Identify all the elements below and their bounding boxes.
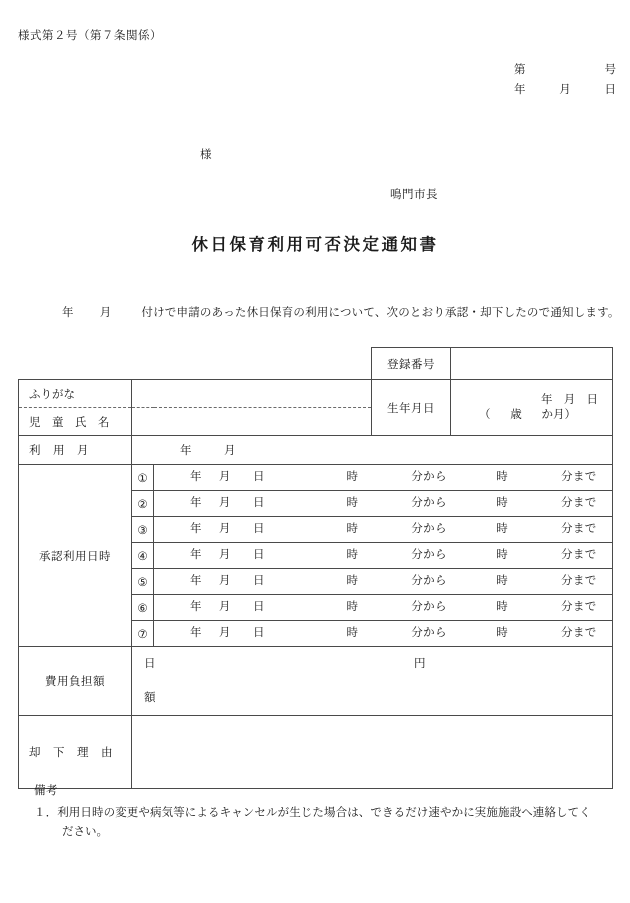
notes-section [34,782,624,842]
datetime-row-number: ① [132,465,154,491]
fee-inner [132,647,612,715]
datetime-row-value[interactable] [154,517,613,543]
datetime-hour-to: 時 [496,575,509,587]
child-name-label-text [19,414,131,430]
birthdate-month: 月 [563,393,576,406]
fee-label: 費用負担額 [19,647,132,716]
child-name-label [19,408,132,436]
document-meta [500,60,620,100]
table-row-furigana [19,380,613,408]
datetime-fields [154,465,612,490]
usage-month-label-chars: 利 用 月 [29,445,89,457]
datetime-year: 年 [190,497,202,509]
document-number-unit: 号 [604,64,616,76]
registration-number-value[interactable] [451,348,613,380]
datetime-year: 年 [190,627,202,639]
document-number-label: 第 [514,64,526,76]
datetime-hour-from: 時 [346,549,359,561]
body-sentence: 付けで申請のあった休日保育の利用について、次のとおり承認・却下したので通知します。 [141,307,620,319]
datetime-hour-from: 時 [346,523,359,535]
datetime-minute-to: 分まで [560,601,597,613]
datetime-month: 月 [218,601,231,613]
datetime-hour-to: 時 [496,601,509,613]
table-row-usage-month [19,436,613,465]
datetime-row-value[interactable] [154,465,613,491]
datetime-day: 日 [252,601,265,613]
form-code: 様式第２号（第７条関係） [18,30,162,42]
datetime-day: 日 [252,549,265,561]
furigana-label-chars: ふりがな [29,388,75,401]
datetime-year: 年 [190,471,202,483]
furigana-label-text [19,386,131,402]
datetime-minute-from: 分から [411,497,447,509]
datetime-minute-to: 分まで [560,627,597,639]
body-lead-year: 年 [62,307,74,319]
birthdate-year: 年 [541,393,553,406]
datetime-fields [154,491,612,516]
furigana-value[interactable] [132,380,372,408]
document-date-year: 年 [514,84,526,96]
document-date-day: 日 [604,84,616,96]
body-lead-month: 月 [99,307,112,319]
approved-datetime-label: 承認利用日時 [19,465,132,647]
datetime-minute-from: 分から [411,627,447,639]
child-name-label-chars: 児 童 氏 名 [29,416,110,429]
datetime-hour-from: 時 [346,497,359,509]
datetime-hour-from: 時 [346,471,359,483]
datetime-day: 日 [252,575,265,587]
birthdate-value[interactable] [451,380,613,436]
datetime-row-value[interactable] [154,491,613,517]
usage-month-value[interactable] [132,436,613,465]
table-row-registration [19,348,613,380]
fee-value[interactable] [132,647,613,716]
datetime-fields [154,543,612,568]
table-row-fee [19,647,613,716]
datetime-year: 年 [190,549,202,561]
datetime-fields [154,595,612,620]
notes-item-1-line-1: １．利用日時の変更や病気等によるキャンセルが生じた場合は、できるだけ速やかに実施施設へ連絡してく [34,807,591,819]
fee-amount-value [158,647,414,715]
datetime-hour-to: 時 [496,471,509,483]
datetime-day: 日 [252,523,265,535]
reject-reason-label-chars: 却 下 理 由 [29,747,113,759]
datetime-day: 日 [252,497,265,509]
notes-heading: 備考 [34,785,58,797]
table-row-reject-reason [19,716,613,789]
datetime-year: 年 [190,523,202,535]
datetime-hour-to: 時 [496,627,509,639]
decision-table [18,347,612,789]
fee-daily-label: 日 額 [144,658,167,704]
datetime-row-number: ③ [132,517,154,543]
datetime-month: 月 [218,497,231,509]
birthdate-line-ymd [451,393,612,408]
datetime-minute-from: 分から [411,549,447,561]
datetime-day: 日 [252,627,265,639]
datetime-row-number: ④ [132,543,154,569]
document-date-month: 月 [559,84,571,96]
datetime-minute-from: 分から [411,575,447,587]
datetime-fields [154,517,612,542]
birthdate-day: 日 [586,393,598,406]
table-row-datetime-1 [19,465,613,491]
age-months-unit: か月） [541,408,576,421]
datetime-row-number: ⑦ [132,621,154,647]
age-years-unit: 歳 [510,408,522,421]
datetime-minute-from: 分から [411,601,447,613]
reject-reason-label-text [19,744,131,760]
datetime-day: 日 [252,471,265,483]
child-name-value[interactable] [132,408,372,436]
datetime-row-number: ⑥ [132,595,154,621]
datetime-row-value[interactable] [154,543,613,569]
datetime-minute-to: 分まで [560,471,597,483]
datetime-row-value[interactable] [154,569,613,595]
furigana-label [19,380,132,408]
addressee-honorific: 様 [200,149,212,161]
registration-number-label: 登録番号 [372,348,451,380]
datetime-hour-from: 時 [346,627,359,639]
datetime-hour-to: 時 [496,497,509,509]
datetime-minute-to: 分まで [560,549,597,561]
issuer-name: 鳴門市長 [390,189,438,201]
datetime-minute-from: 分から [411,471,447,483]
datetime-row-number: ⑤ [132,569,154,595]
datetime-hour-from: 時 [346,575,359,587]
birthdate-label: 生年月日 [372,380,451,436]
usage-month-inner [132,442,612,458]
reject-reason-value[interactable] [132,716,613,789]
datetime-minute-from: 分から [411,523,447,535]
birthdate-line-age [451,408,612,423]
datetime-row-number: ② [132,491,154,517]
usage-month-label-text [19,442,131,458]
datetime-month: 月 [218,549,231,561]
datetime-year: 年 [190,575,202,587]
datetime-row-value[interactable] [154,595,613,621]
datetime-hour-from: 時 [346,601,359,613]
reject-reason-label [19,716,132,789]
usage-month-month: 月 [224,445,236,457]
datetime-year: 年 [190,601,202,613]
datetime-month: 月 [218,627,231,639]
age-paren-open: （ [479,408,491,421]
registration-empty-area [19,348,372,380]
datetime-minute-to: 分まで [560,575,597,587]
notes-item-1-line-2: ださい。 [62,826,108,838]
datetime-month: 月 [218,523,231,535]
datetime-hour-to: 時 [496,523,509,535]
datetime-hour-to: 時 [496,549,509,561]
fee-currency-unit: 円 [414,658,426,670]
document-number-row [500,60,620,80]
document-date-row [500,80,620,100]
datetime-month: 月 [218,471,231,483]
usage-month-year: 年 [180,445,192,457]
page-title: 休日保育利用可否決定通知書 [191,235,439,254]
body-paragraph [62,304,620,320]
datetime-fields [154,621,612,646]
usage-month-label [19,436,132,465]
datetime-month: 月 [218,575,231,587]
datetime-minute-to: 分まで [560,497,597,509]
datetime-fields [154,569,612,594]
datetime-minute-to: 分まで [560,523,597,535]
datetime-row-value[interactable] [154,621,613,647]
